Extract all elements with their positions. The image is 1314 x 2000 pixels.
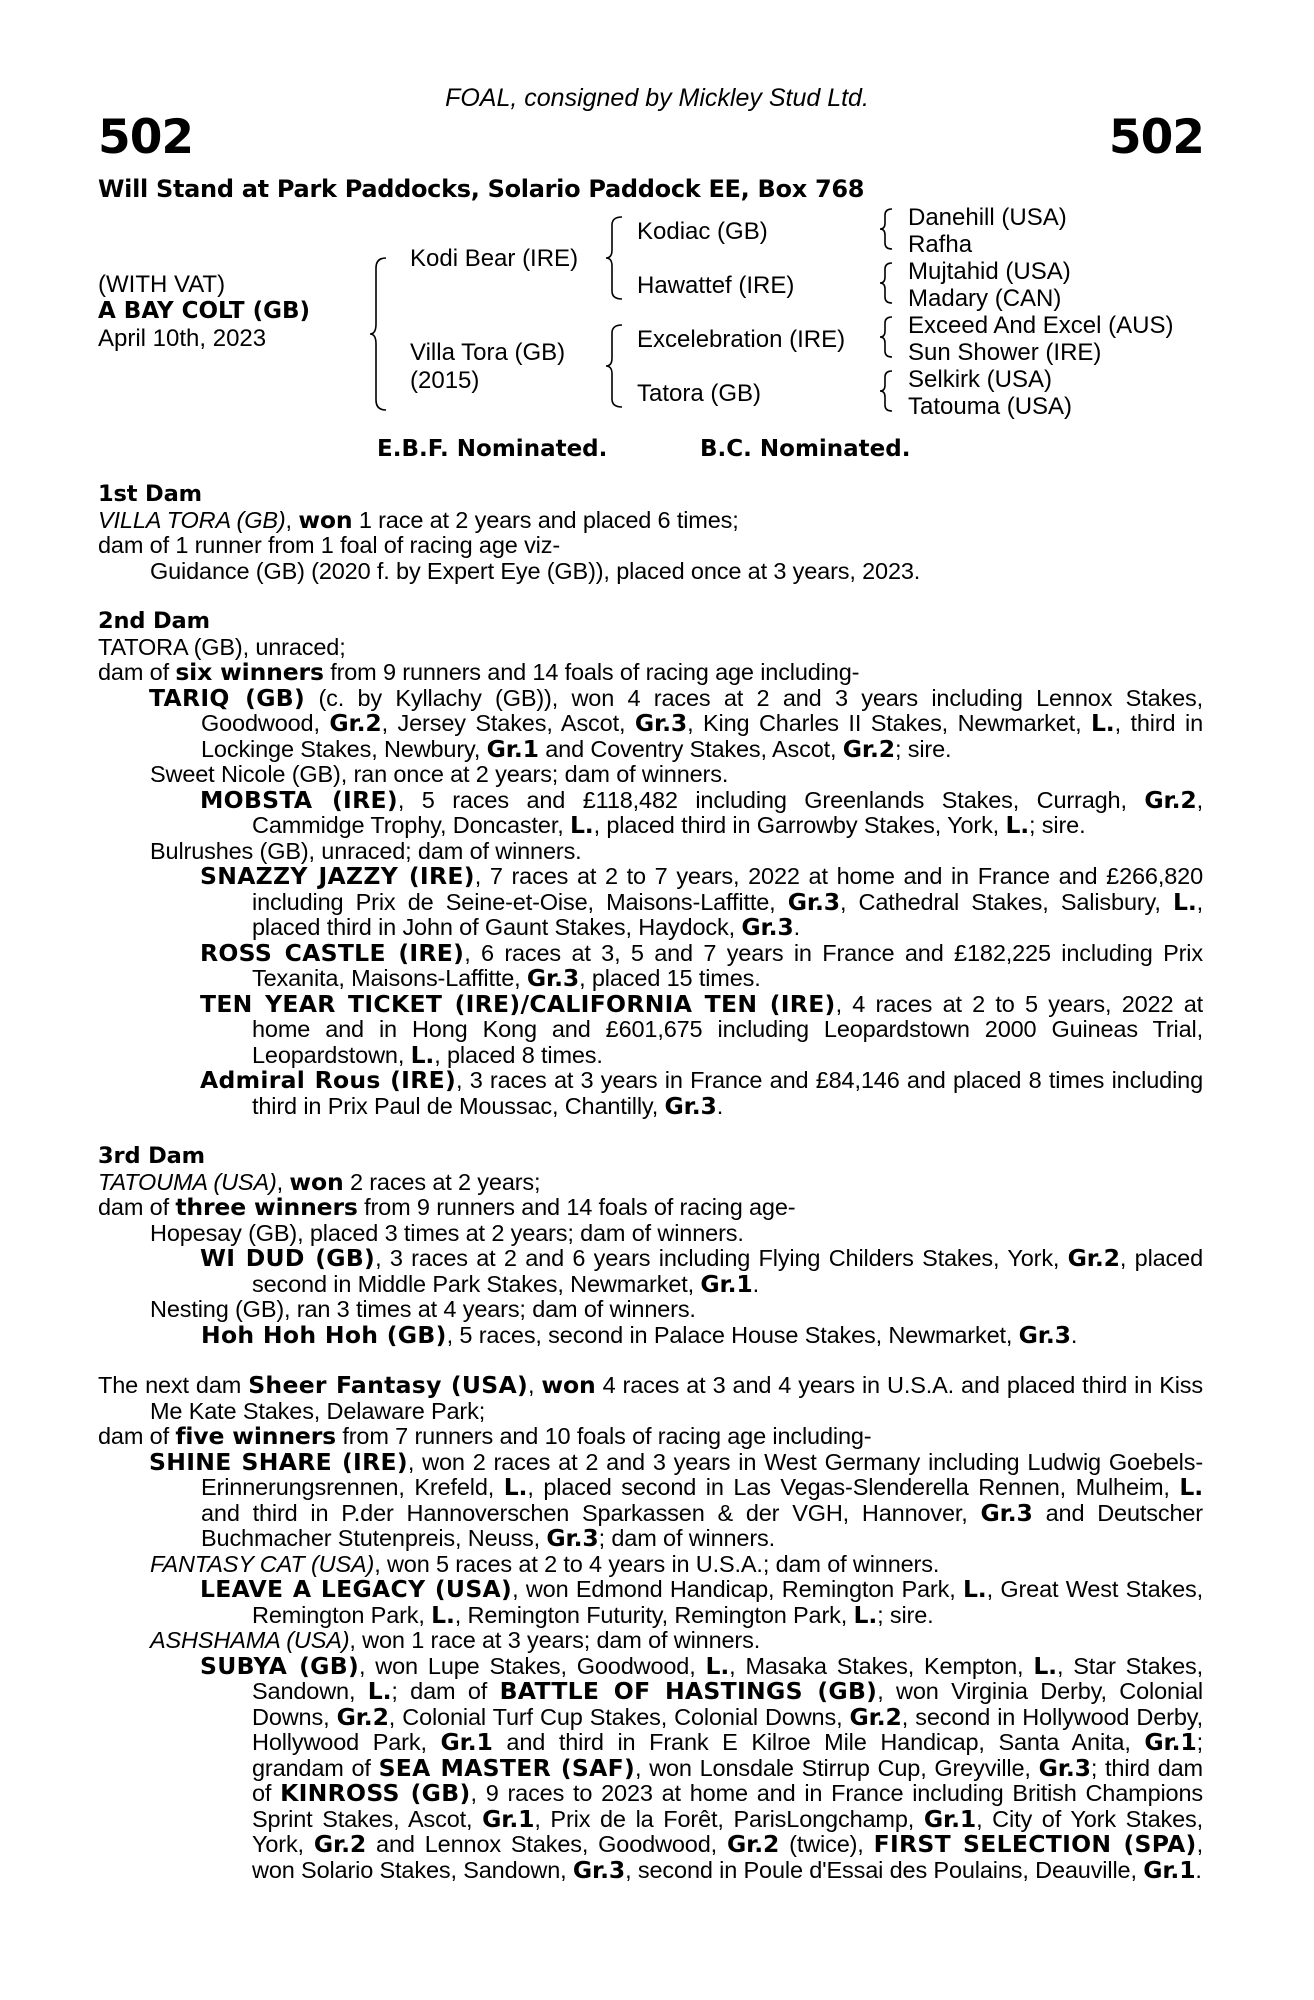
gen3-1: Danehill (USA) — [908, 204, 1067, 231]
first-dam-race-record: VILLA TORA (GB), won 1 race at 2 years and placed 6 times; — [98, 505, 739, 534]
entry-shine-share: SHINE SHARE (IRE), won 2 races at 2 and 3 years in West Germany including Ludwig Goebels-Erinnerungsrennen, Krefeld, L., placed second in Las Vegas-Slenderella Rennen, Mulheim, L. and third in P.der Hannoverschen Sparkassen & der VGH, Hannover, Gr.3 and Deutscher Buchmacher Stutenpreis, Neuss, Gr.3; dam of winners. — [149, 1447, 1204, 1552]
foaling-date: April 10th, 2023 — [98, 325, 267, 352]
entry-fantasy-cat: FANTASY CAT (USA), won 5 races at 2 to 4 years in U.S.A.; dam of winners. — [150, 1550, 940, 1577]
first-dam-heading: 1st Dam — [98, 481, 202, 507]
gen3-5: Exceed And Excel (AUS) — [908, 312, 1174, 339]
stand-location: Will Stand at Park Paddocks, Solario Paddock EE, Box 768 — [98, 175, 865, 203]
next-dam-race-record: The next dam Sheer Fantasy (USA), won 4 races at 3 and 4 years in U.S.A. and placed third in Kiss Me Kate Stakes, Delaware Park; — [98, 1371, 1203, 1424]
second-dam-section — [98, 609, 1203, 1119]
gen3-7: Selkirk (USA) — [908, 366, 1053, 393]
vat-note: (WITH VAT) — [98, 271, 226, 298]
gen3-brace-4 — [878, 369, 898, 413]
entry-hoh-hoh-hoh: Hoh Hoh Hoh (GB), 5 races, second in Palace House Stakes, Newmarket, Gr.3. — [201, 1320, 1078, 1349]
dam-name: VILLA TORA (GB) — [98, 506, 286, 533]
entry-ashshama: ASHSHAMA (USA), won 1 race at 3 years; dam of winners. — [150, 1627, 761, 1653]
gen3-brace-3 — [878, 315, 898, 359]
bc-nomination: B.C. Nominated. — [700, 436, 911, 462]
dam-brace — [604, 323, 628, 409]
sire-sire: Kodiac (GB) — [637, 218, 768, 245]
third-dam-race-record: TATOUMA (USA), won 2 races at 2 years; — [98, 1167, 541, 1196]
dam: Villa Tora (GB) — [410, 339, 566, 366]
entry-subya: SUBYA (GB), won Lupe Stakes, Goodwood, L., Masaka Stakes, Kempton, L., Star Stakes, Sandown, L.; dam of BATTLE OF HASTINGS (GB), won Virginia Derby, Colonial Downs, Gr.2, Colonial Turf Cup Stakes, Colonial Downs, Gr.2, second in Hollywood Derby, Hollywood Park, Gr.1 and third in Frank E Kilroe Mile Handicap, Santa Anita, Gr.1; grandam of SEA MASTER (SAF), won Lonsdale Stirrup Cup, Greyville, Gr.3; third dam of KINROSS (GB), 9 races to 2023 at home and in France including British Champions Sprint Stakes, Ascot, Gr.1, Prix de la Forêt, ParisLongchamp, Gr.1, City of York Stakes, York, Gr.2 and Lennox Stakes, Goodwood, Gr.2 (twice), FIRST SELECTION (SPA), won Solario Stakes, Sandown, Gr.3, second in Poule d'Essai des Poulains, Deauville, Gr.1. — [200, 1651, 1204, 1884]
next-dam-section — [98, 1373, 1203, 1883]
next-dam-produce-summary: dam of five winners from 7 runners and 10 foals of racing age including- — [98, 1422, 872, 1450]
entry-ross-castle: ROSS CASTLE (IRE), 6 races at 3, 5 and 7 years in France and £182,225 including Prix Texanita, Maisons-Laffitte, Gr.3, placed 15 times. — [200, 938, 1203, 992]
entry-leave-a-legacy: LEAVE A LEGACY (USA), won Edmond Handicap, Remington Park, L., Great West Stakes, Remington Park, L., Remington Futurity, Remington Park, L.; sire. — [200, 1575, 1203, 1629]
sire-dam: Hawattef (IRE) — [637, 272, 795, 299]
ebf-nomination: E.B.F. Nominated. — [377, 436, 608, 462]
second-dam-heading: 2nd Dam — [98, 608, 210, 634]
lot-number-right: 502 — [1108, 110, 1204, 165]
entry-snazzy-jazzy: SNAZZY JAZZY (IRE), 7 races at 2 to 7 years, 2022 at home and in France and £266,820 including Prix de Seine-et-Oise, Maisons-Laffitte, Gr.3, Cathedral Stakes, Salisbury, L., placed third in John of Gaunt Stakes, Haydock, Gr.3. — [200, 862, 1203, 941]
entry-admiral-rous: Admiral Rous (IRE), 3 races at 3 years in France and £84,146 and placed 8 times including third in Prix Paul de Moussac, Chantilly, Gr.3. — [200, 1066, 1203, 1120]
third-dam-heading: 3rd Dam — [98, 1143, 205, 1169]
entry-ten-year-ticket: TEN YEAR TICKET (IRE)/CALIFORNIA TEN (IRE), 4 races at 2 to 5 years, 2022 at home and in Hong Kong and £601,675 including Leopardstown 2000 Guineas Trial, Leopardstown, L., placed 8 times. — [200, 989, 1203, 1069]
entry-wi-dud: WI DUD (GB), 3 races at 2 and 6 years including Flying Childers Stakes, York, Gr.2, placed second in Middle Park Stakes, Newmarket, Gr.1. — [200, 1244, 1203, 1298]
horse-brace — [368, 256, 392, 412]
dam-sire: Excelebration (IRE) — [637, 326, 846, 353]
gen3-3: Mujtahid (USA) — [908, 258, 1071, 285]
horse-name: A BAY COLT (GB) — [98, 298, 311, 324]
lot-number-left: 502 — [98, 110, 194, 165]
second-dam-produce-summary: dam of six winners from 9 runners and 14 foals of racing age including- — [98, 658, 860, 686]
third-dam-section — [98, 1144, 1203, 1348]
dam-dam: Tatora (GB) — [637, 380, 762, 407]
gen3-4: Madary (CAN) — [908, 285, 1062, 312]
second-dam-intro: TATORA (GB), unraced; — [98, 633, 346, 660]
gen3-6: Sun Shower (IRE) — [908, 339, 1102, 366]
first-dam-produce-summary: dam of 1 runner from 1 foal of racing age viz- — [98, 532, 561, 558]
entry-hopesay: Hopesay (GB), placed 3 times at 2 years; dam of winners. — [150, 1219, 744, 1246]
first-dam-section — [98, 482, 1203, 584]
gen3-brace-1 — [878, 207, 898, 251]
produce-record — [98, 482, 1203, 1908]
gen3-8: Tatouma (USA) — [908, 393, 1073, 420]
entry-tariq: TARIQ (GB) (c. by Kyllachy (GB)), won 4 races at 2 and 3 years including Lennox Stakes, Goodwood, Gr.2, Jersey Stakes, Ascot, Gr.3, King Charles II Stakes, Newmarket, L., third in Lockinge Stakes, Newbury, Gr.1 and Coventry Stakes, Ascot, Gr.2; sire. — [149, 683, 1204, 763]
sire: Kodi Bear (IRE) — [410, 245, 579, 272]
dam-year: (2015) — [410, 367, 480, 394]
entry-sweet-nicole: Sweet Nicole (GB), ran once at 2 years; dam of winners. — [150, 761, 729, 787]
sire-brace — [604, 215, 628, 301]
first-dam-foal-guidance: Guidance (GB) (2020 f. by Expert Eye (GB)), placed once at 3 years, 2023. — [150, 557, 921, 584]
entry-mobsta: MOBSTA (IRE), 5 races and £118,482 including Greenlands Stakes, Curragh, Gr.2, Cammidge Trophy, Doncaster, L., placed third in Garrowby Stakes, York, L.; sire. — [200, 785, 1203, 839]
entry-nesting: Nesting (GB), ran 3 times at 4 years; dam of winners. — [150, 1296, 696, 1322]
gen3-2: Rafha — [908, 231, 973, 258]
consignor-line: FOAL, consigned by Mickley Stud Ltd. — [445, 84, 869, 112]
third-dam-produce-summary: dam of three winners from 9 runners and 14 foals of racing age- — [98, 1193, 796, 1221]
entry-bulrushes: Bulrushes (GB), unraced; dam of winners. — [150, 837, 582, 864]
gen3-brace-2 — [878, 261, 898, 305]
